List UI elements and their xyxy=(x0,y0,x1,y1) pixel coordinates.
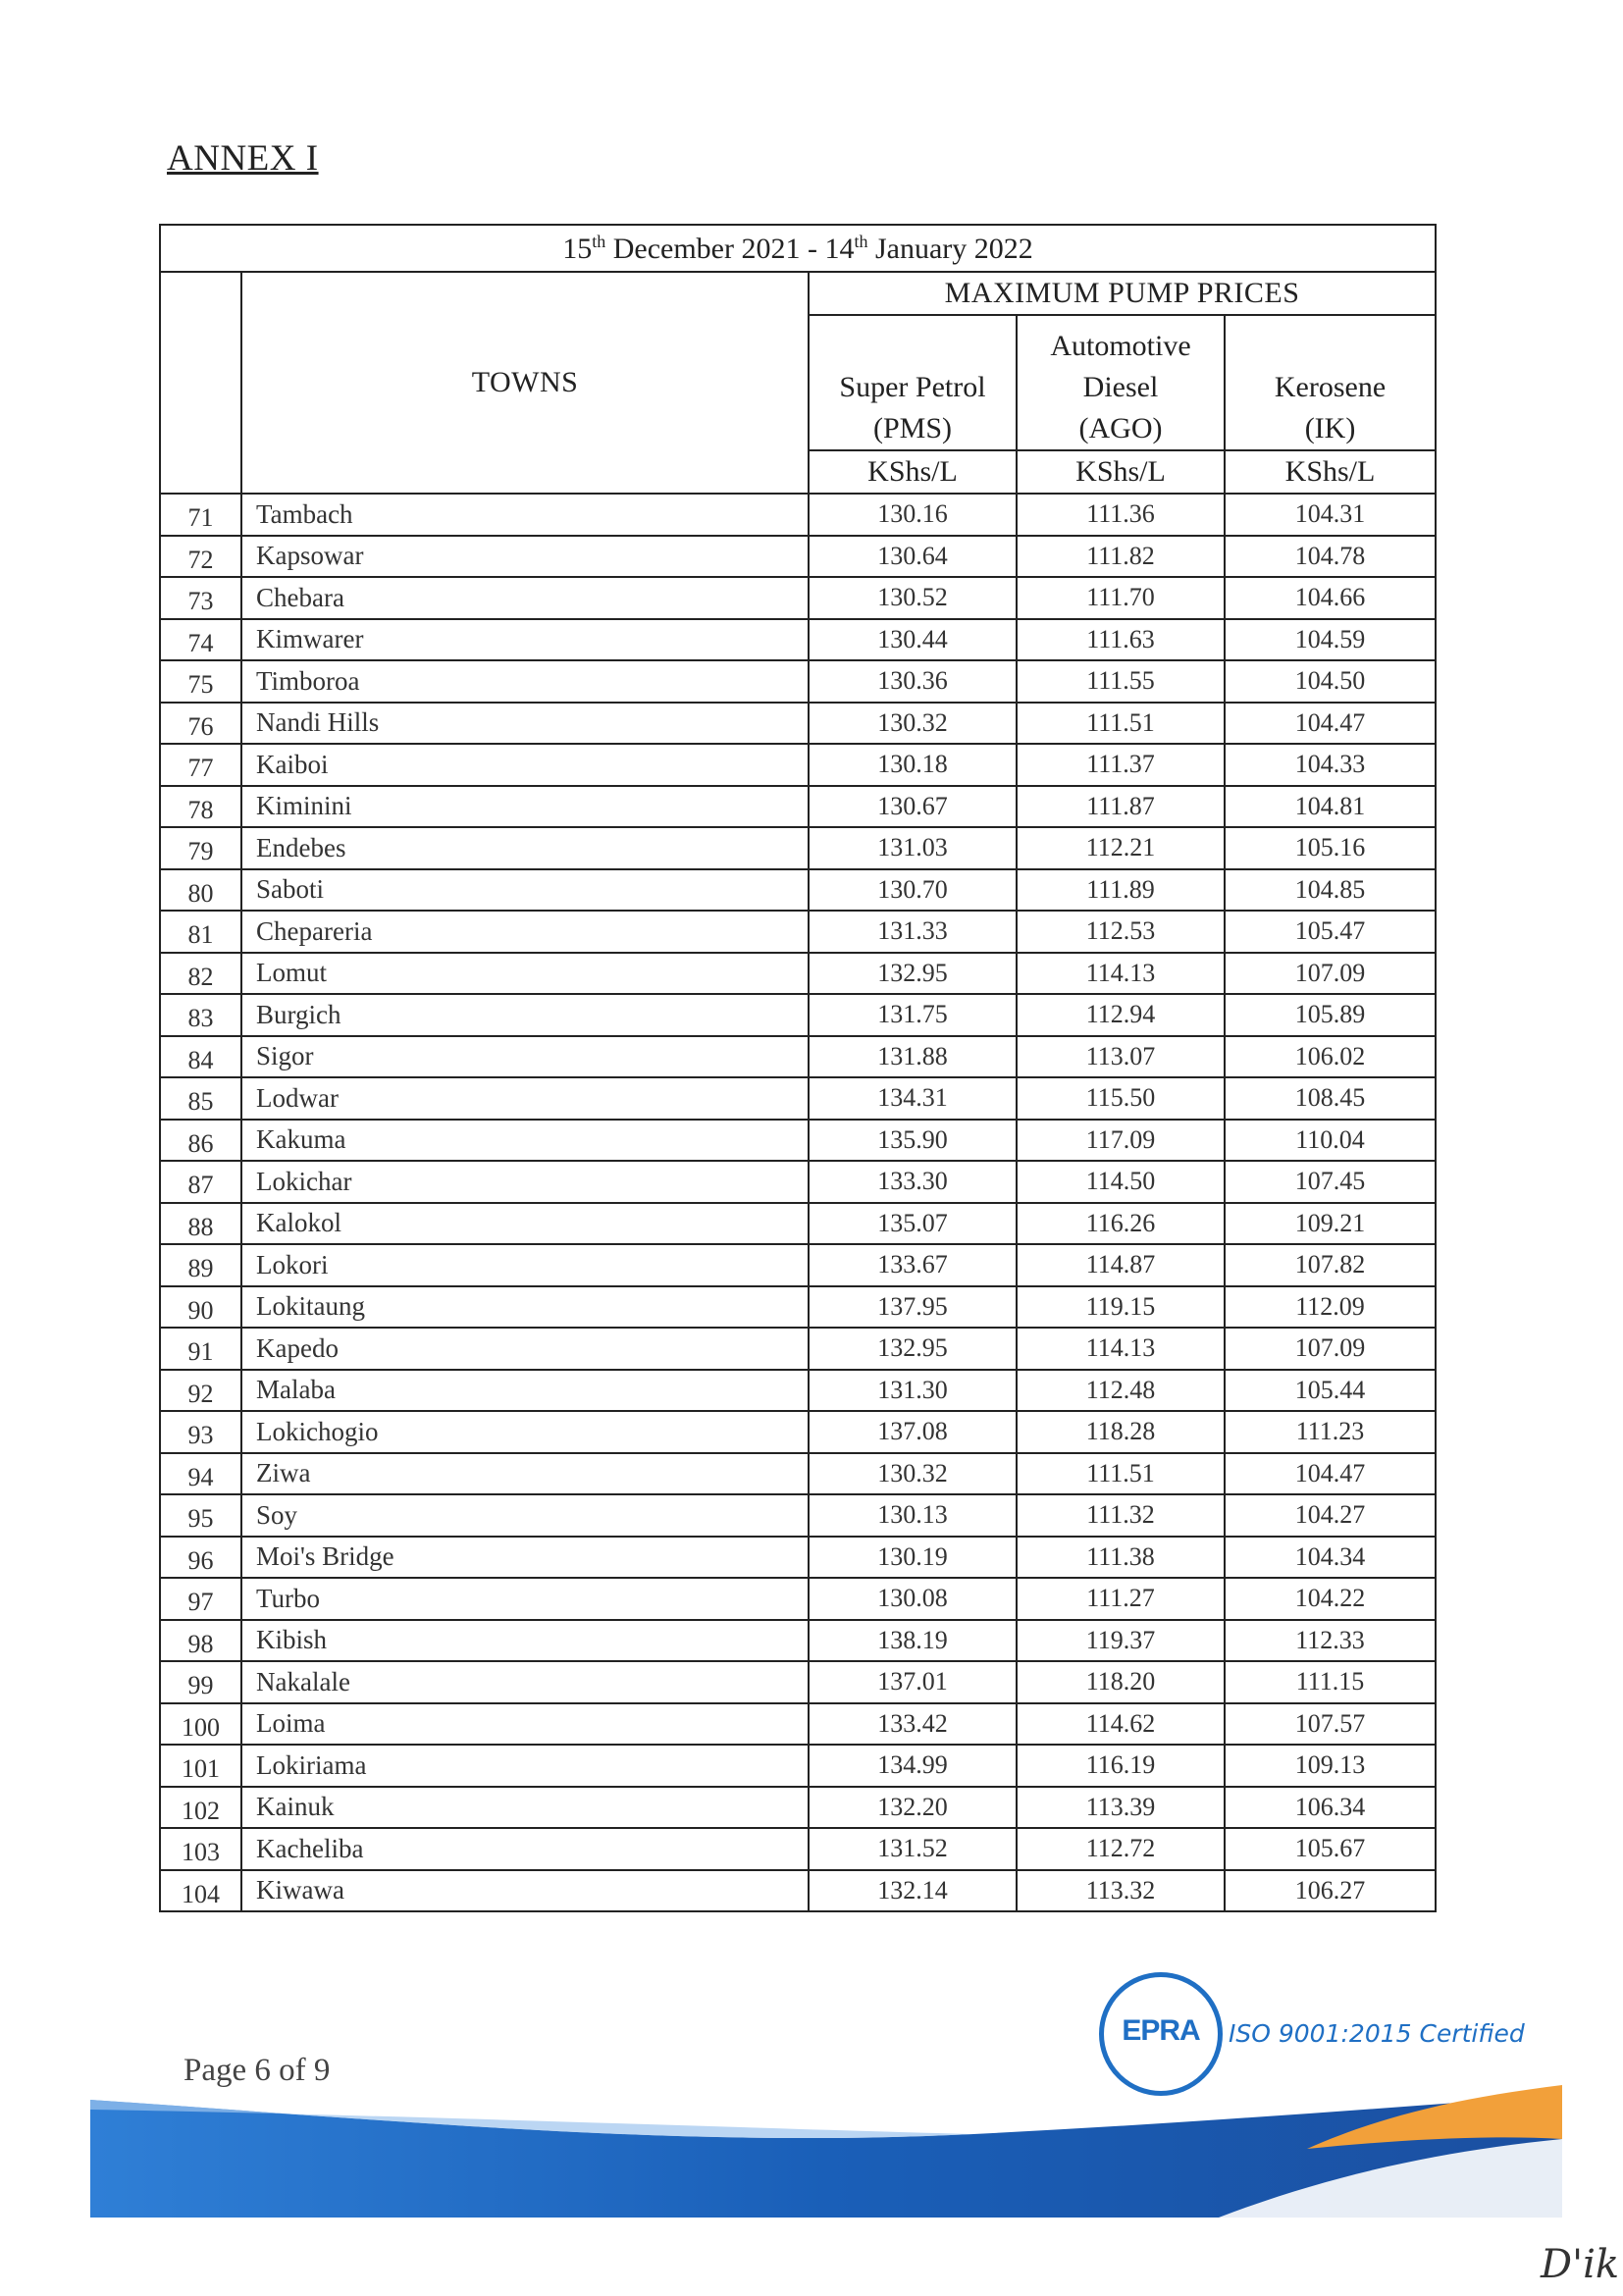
pms-price: 137.08 xyxy=(809,1411,1017,1453)
town-name: Loima xyxy=(241,1703,809,1746)
town-name: Moi's Bridge xyxy=(241,1537,809,1579)
ago-price: 119.15 xyxy=(1017,1286,1225,1329)
row-number: 88 xyxy=(160,1203,241,1245)
table-row xyxy=(160,703,1436,745)
table-row xyxy=(160,1578,1436,1620)
town-name: Kimwarer xyxy=(241,619,809,661)
epra-logo-text: EPRA xyxy=(1122,2014,1200,2047)
row-number: 89 xyxy=(160,1244,241,1286)
ago-price: 111.55 xyxy=(1017,660,1225,703)
row-number: 101 xyxy=(160,1745,241,1787)
towns-column-header: TOWNS xyxy=(241,272,809,494)
town-name: Kiwawa xyxy=(241,1870,809,1912)
pump-prices-table xyxy=(159,224,1437,1912)
town-name: Kacheliba xyxy=(241,1828,809,1870)
row-number: 74 xyxy=(160,619,241,661)
table-row xyxy=(160,536,1436,578)
town-name: Sigor xyxy=(241,1036,809,1078)
row-number: 92 xyxy=(160,1370,241,1412)
ik-price: 109.13 xyxy=(1225,1745,1436,1787)
row-number: 82 xyxy=(160,953,241,995)
row-number: 85 xyxy=(160,1077,241,1120)
table-row xyxy=(160,1661,1436,1703)
pms-price: 131.33 xyxy=(809,911,1017,953)
ik-price: 104.27 xyxy=(1225,1494,1436,1537)
town-name: Kakuma xyxy=(241,1120,809,1162)
town-name: Tambach xyxy=(241,494,809,536)
ik-price: 104.47 xyxy=(1225,1453,1436,1495)
ago-price: 111.36 xyxy=(1017,494,1225,536)
pms-price: 133.42 xyxy=(809,1703,1017,1746)
handwritten-initials: D'ik xyxy=(1541,2242,1620,2287)
pms-price: 135.07 xyxy=(809,1203,1017,1245)
pms-price: 130.18 xyxy=(809,744,1017,786)
pms-unit: KShs/L xyxy=(809,450,1017,494)
pms-price: 131.52 xyxy=(809,1828,1017,1870)
table-row xyxy=(160,953,1436,995)
pms-price: 131.75 xyxy=(809,994,1017,1036)
row-number: 83 xyxy=(160,994,241,1036)
pms-price: 130.16 xyxy=(809,494,1017,536)
ago-price: 111.27 xyxy=(1017,1578,1225,1620)
ik-price: 104.59 xyxy=(1225,619,1436,661)
ago-price: 114.13 xyxy=(1017,953,1225,995)
pms-price: 130.67 xyxy=(809,786,1017,828)
page-number: Page 6 of 9 xyxy=(183,2053,331,2088)
ik-price: 105.44 xyxy=(1225,1370,1436,1412)
pms-price: 137.01 xyxy=(809,1661,1017,1703)
ik-price: 104.31 xyxy=(1225,494,1436,536)
pms-price: 130.08 xyxy=(809,1578,1017,1620)
ik-price: 108.45 xyxy=(1225,1077,1436,1120)
pms-price: 132.20 xyxy=(809,1787,1017,1829)
table-row xyxy=(160,869,1436,912)
ago-price: 118.28 xyxy=(1017,1411,1225,1453)
town-name: Kibish xyxy=(241,1620,809,1662)
ago-price: 115.50 xyxy=(1017,1077,1225,1120)
ik-price: 106.02 xyxy=(1225,1036,1436,1078)
pms-price: 134.31 xyxy=(809,1077,1017,1120)
table-row xyxy=(160,1120,1436,1162)
town-name: Endebes xyxy=(241,827,809,869)
table-row xyxy=(160,911,1436,953)
town-name: Lodwar xyxy=(241,1077,809,1120)
pms-price: 133.67 xyxy=(809,1244,1017,1286)
town-name: Chebara xyxy=(241,577,809,619)
ik-price: 111.23 xyxy=(1225,1411,1436,1453)
pms-price: 132.95 xyxy=(809,1328,1017,1370)
row-number: 79 xyxy=(160,827,241,869)
row-number: 77 xyxy=(160,744,241,786)
row-number: 102 xyxy=(160,1787,241,1829)
ik-price: 104.33 xyxy=(1225,744,1436,786)
pms-column-header: Super Petrol (PMS) xyxy=(809,315,1017,450)
ago-price: 112.72 xyxy=(1017,1828,1225,1870)
table-row xyxy=(160,1203,1436,1245)
pms-price: 130.36 xyxy=(809,660,1017,703)
pms-price: 130.32 xyxy=(809,1453,1017,1495)
pms-price: 138.19 xyxy=(809,1620,1017,1662)
row-number: 97 xyxy=(160,1578,241,1620)
ago-column-header: Automotive Diesel (AGO) xyxy=(1017,315,1225,450)
ik-price: 104.85 xyxy=(1225,869,1436,912)
table-row xyxy=(160,494,1436,536)
ago-price: 119.37 xyxy=(1017,1620,1225,1662)
ik-price: 111.15 xyxy=(1225,1661,1436,1703)
ago-price: 112.53 xyxy=(1017,911,1225,953)
table-row xyxy=(160,1620,1436,1662)
ik-price: 104.22 xyxy=(1225,1578,1436,1620)
town-name: Turbo xyxy=(241,1578,809,1620)
row-number: 73 xyxy=(160,577,241,619)
ago-price: 111.70 xyxy=(1017,577,1225,619)
row-number: 100 xyxy=(160,1703,241,1746)
row-number: 86 xyxy=(160,1120,241,1162)
table-row xyxy=(160,994,1436,1036)
pms-price: 131.03 xyxy=(809,827,1017,869)
table-row xyxy=(160,1494,1436,1537)
annex-title: ANNEX I xyxy=(167,138,319,179)
town-name: Lokichar xyxy=(241,1161,809,1203)
table-row xyxy=(160,1411,1436,1453)
ik-price: 107.45 xyxy=(1225,1161,1436,1203)
pms-price: 132.14 xyxy=(809,1870,1017,1912)
ik-price: 107.57 xyxy=(1225,1703,1436,1746)
town-name: Kapedo xyxy=(241,1328,809,1370)
ik-price: 104.50 xyxy=(1225,660,1436,703)
pms-price: 137.95 xyxy=(809,1286,1017,1329)
table-row xyxy=(160,1077,1436,1120)
ago-price: 113.07 xyxy=(1017,1036,1225,1078)
pms-price: 130.32 xyxy=(809,703,1017,745)
row-number: 76 xyxy=(160,703,241,745)
ago-unit: KShs/L xyxy=(1017,450,1225,494)
row-number: 87 xyxy=(160,1161,241,1203)
ik-price: 110.04 xyxy=(1225,1120,1436,1162)
town-name: Chepareria xyxy=(241,911,809,953)
ik-price: 107.09 xyxy=(1225,953,1436,995)
pms-price: 134.99 xyxy=(809,1745,1017,1787)
row-number: 104 xyxy=(160,1870,241,1912)
ago-price: 111.51 xyxy=(1017,703,1225,745)
ago-price: 113.32 xyxy=(1017,1870,1225,1912)
pms-price: 132.95 xyxy=(809,953,1017,995)
ik-unit: KShs/L xyxy=(1225,450,1436,494)
table-row xyxy=(160,1286,1436,1329)
epra-logo xyxy=(1099,1972,1223,2096)
number-column-header xyxy=(160,272,241,494)
town-name: Kaiboi xyxy=(241,744,809,786)
ik-price: 105.16 xyxy=(1225,827,1436,869)
ago-price: 118.20 xyxy=(1017,1661,1225,1703)
table-body xyxy=(160,494,1436,1911)
row-number: 75 xyxy=(160,660,241,703)
ik-price: 104.78 xyxy=(1225,536,1436,578)
ik-price: 112.09 xyxy=(1225,1286,1436,1329)
table-row xyxy=(160,1537,1436,1579)
table-row xyxy=(160,1787,1436,1829)
town-name: Kainuk xyxy=(241,1787,809,1829)
row-number: 72 xyxy=(160,536,241,578)
ik-price: 105.67 xyxy=(1225,1828,1436,1870)
table-row xyxy=(160,786,1436,828)
table-row xyxy=(160,1870,1436,1912)
town-name: Lokichogio xyxy=(241,1411,809,1453)
town-name: Nandi Hills xyxy=(241,703,809,745)
table-row xyxy=(160,1244,1436,1286)
ago-price: 111.38 xyxy=(1017,1537,1225,1579)
town-name: Soy xyxy=(241,1494,809,1537)
ik-price: 104.34 xyxy=(1225,1537,1436,1579)
ik-price: 109.21 xyxy=(1225,1203,1436,1245)
table-row xyxy=(160,1745,1436,1787)
town-name: Ziwa xyxy=(241,1453,809,1495)
ik-price: 107.82 xyxy=(1225,1244,1436,1286)
ago-price: 113.39 xyxy=(1017,1787,1225,1829)
table-row xyxy=(160,577,1436,619)
row-number: 80 xyxy=(160,869,241,912)
ik-price: 104.47 xyxy=(1225,703,1436,745)
ago-price: 111.63 xyxy=(1017,619,1225,661)
ago-price: 112.94 xyxy=(1017,994,1225,1036)
row-number: 95 xyxy=(160,1494,241,1537)
pms-price: 130.19 xyxy=(809,1537,1017,1579)
footer-wave-band xyxy=(90,2080,1562,2218)
ago-price: 111.51 xyxy=(1017,1453,1225,1495)
row-number: 90 xyxy=(160,1286,241,1329)
pms-price: 130.70 xyxy=(809,869,1017,912)
table-row xyxy=(160,1161,1436,1203)
ik-price: 112.33 xyxy=(1225,1620,1436,1662)
pms-price: 130.52 xyxy=(809,577,1017,619)
table-row xyxy=(160,827,1436,869)
pms-price: 135.90 xyxy=(809,1120,1017,1162)
ik-price: 105.89 xyxy=(1225,994,1436,1036)
pms-price: 130.44 xyxy=(809,619,1017,661)
ago-price: 116.19 xyxy=(1017,1745,1225,1787)
row-number: 93 xyxy=(160,1411,241,1453)
pms-price: 130.13 xyxy=(809,1494,1017,1537)
town-name: Nakalale xyxy=(241,1661,809,1703)
ago-price: 111.37 xyxy=(1017,744,1225,786)
ik-price: 104.66 xyxy=(1225,577,1436,619)
town-name: Kalokol xyxy=(241,1203,809,1245)
iso-certification: ISO 9001:2015 Certified xyxy=(1229,2019,1525,2048)
ago-price: 114.87 xyxy=(1017,1244,1225,1286)
ago-price: 114.13 xyxy=(1017,1328,1225,1370)
table-row xyxy=(160,619,1436,661)
table-row xyxy=(160,1703,1436,1746)
ik-price: 105.47 xyxy=(1225,911,1436,953)
town-name: Saboti xyxy=(241,869,809,912)
row-number: 91 xyxy=(160,1328,241,1370)
table-row xyxy=(160,744,1436,786)
town-name: Burgich xyxy=(241,994,809,1036)
ago-price: 114.50 xyxy=(1017,1161,1225,1203)
pms-price: 131.88 xyxy=(809,1036,1017,1078)
town-name: Lomut xyxy=(241,953,809,995)
table-row xyxy=(160,660,1436,703)
town-name: Lokitaung xyxy=(241,1286,809,1329)
pms-price: 130.64 xyxy=(809,536,1017,578)
town-name: Lokori xyxy=(241,1244,809,1286)
row-number: 94 xyxy=(160,1453,241,1495)
ago-price: 111.32 xyxy=(1017,1494,1225,1537)
ago-price: 111.82 xyxy=(1017,536,1225,578)
row-number: 78 xyxy=(160,786,241,828)
ik-price: 104.81 xyxy=(1225,786,1436,828)
ago-price: 112.21 xyxy=(1017,827,1225,869)
row-number: 99 xyxy=(160,1661,241,1703)
table-row xyxy=(160,1036,1436,1078)
ago-price: 114.62 xyxy=(1017,1703,1225,1746)
table-row xyxy=(160,1370,1436,1412)
ago-price: 117.09 xyxy=(1017,1120,1225,1162)
table-row xyxy=(160,1453,1436,1495)
row-number: 81 xyxy=(160,911,241,953)
ago-price: 116.26 xyxy=(1017,1203,1225,1245)
row-number: 103 xyxy=(160,1828,241,1870)
town-name: Kapsowar xyxy=(241,536,809,578)
period-heading: 15th December 2021 - 14th January 2022 xyxy=(160,225,1436,272)
ik-column-header: Kerosene (IK) xyxy=(1225,315,1436,450)
town-name: Kiminini xyxy=(241,786,809,828)
table-row xyxy=(160,1328,1436,1370)
ik-price: 107.09 xyxy=(1225,1328,1436,1370)
table-row xyxy=(160,1828,1436,1870)
pms-price: 133.30 xyxy=(809,1161,1017,1203)
town-name: Malaba xyxy=(241,1370,809,1412)
ago-price: 112.48 xyxy=(1017,1370,1225,1412)
town-name: Timboroa xyxy=(241,660,809,703)
ik-price: 106.27 xyxy=(1225,1870,1436,1912)
row-number: 96 xyxy=(160,1537,241,1579)
row-number: 84 xyxy=(160,1036,241,1078)
row-number: 71 xyxy=(160,494,241,536)
town-name: Lokiriama xyxy=(241,1745,809,1787)
row-number: 98 xyxy=(160,1620,241,1662)
pms-price: 131.30 xyxy=(809,1370,1017,1412)
ik-price: 106.34 xyxy=(1225,1787,1436,1829)
ago-price: 111.87 xyxy=(1017,786,1225,828)
ago-price: 111.89 xyxy=(1017,869,1225,912)
max-pump-prices-header: MAXIMUM PUMP PRICES xyxy=(809,272,1436,315)
